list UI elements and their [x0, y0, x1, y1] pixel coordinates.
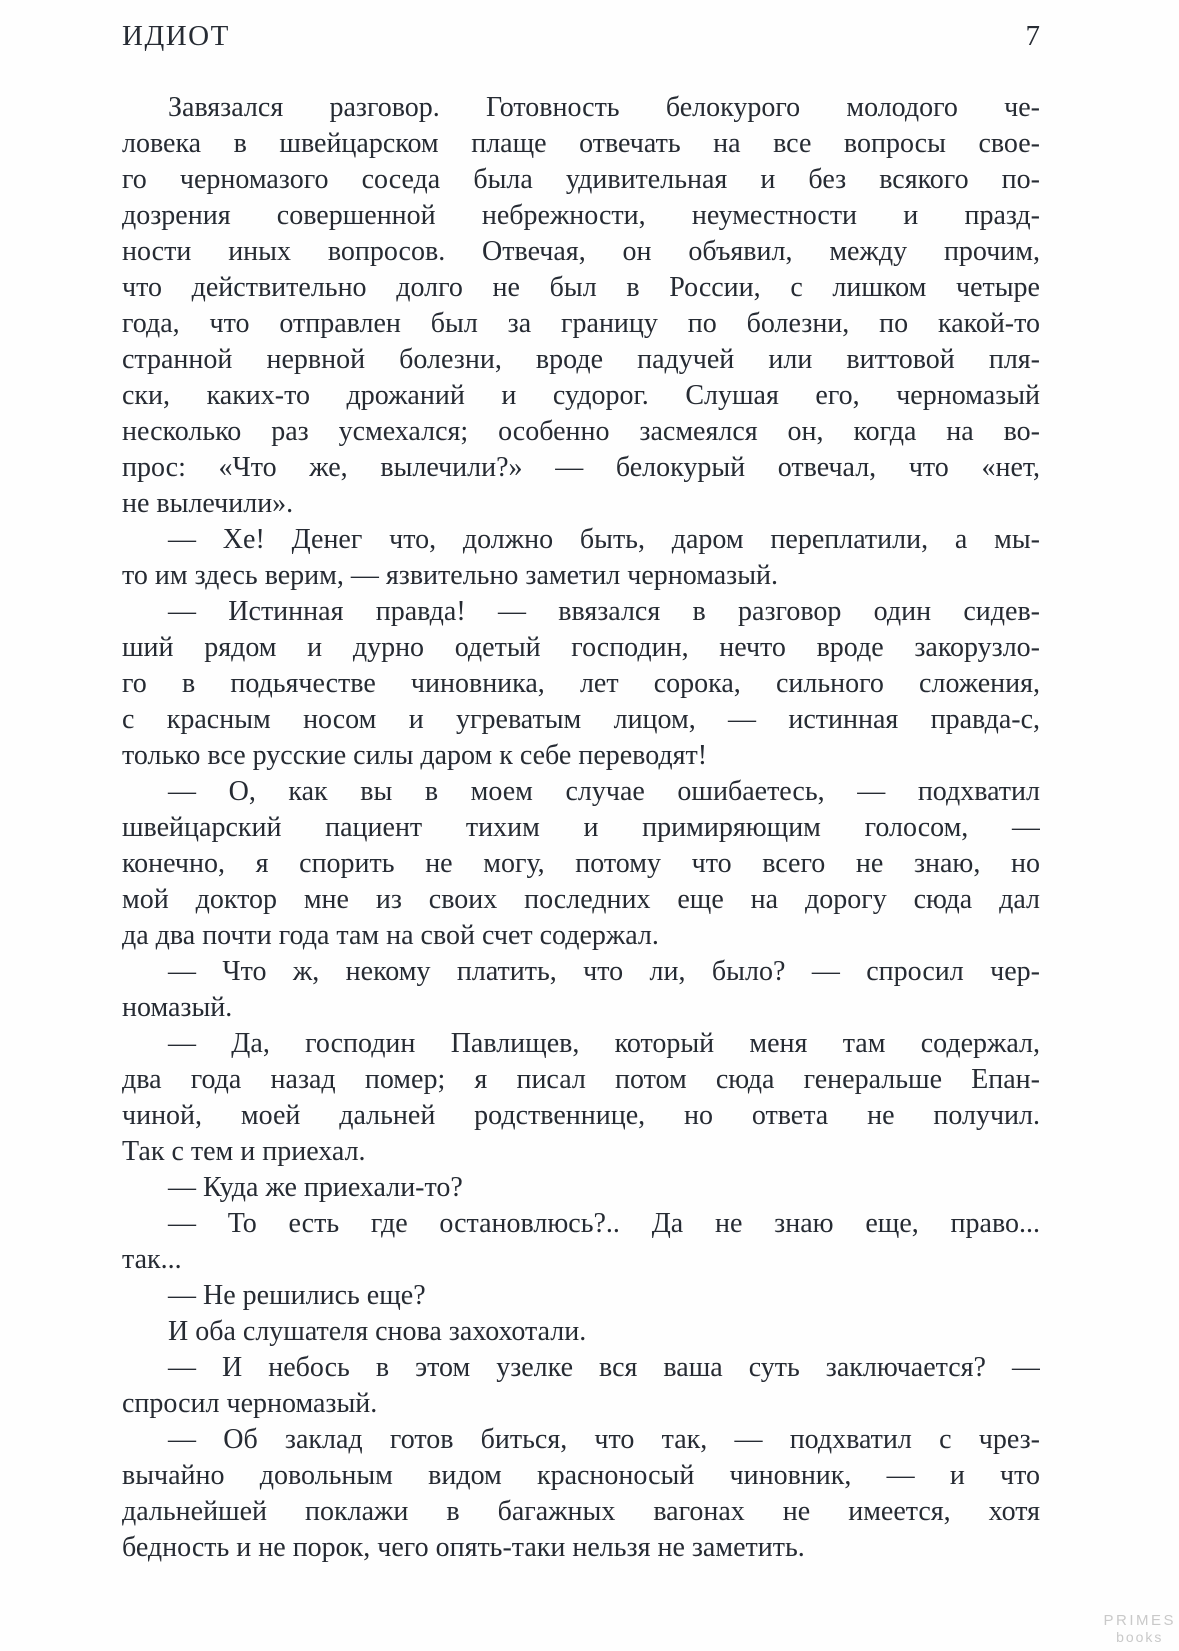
text-line: — О, как вы в моем случае ошибаетесь, — подхватил — [168, 776, 1040, 807]
text-line: дальнейшей поклажи в багажных вагонах не имеется, хотя — [122, 1496, 1040, 1527]
text-line: Завязался разговор. Готовность белокурого молодого че- — [168, 92, 1040, 123]
running-title: ИДИОТ — [122, 20, 230, 52]
text-line: два года назад помер; я писал потом сюда генеральше Епан- — [122, 1064, 1040, 1095]
text-line: — Хе! Денег что, должно быть, даром переплатили, а мы- — [168, 524, 1040, 555]
page-number: 7 — [1025, 20, 1040, 52]
text-line: не вылечили». — [122, 488, 294, 519]
watermark-primes-label: PRIMES — [1103, 1612, 1176, 1630]
text-line: — И небось в этом узелке вся ваша суть заключается? — — [168, 1352, 1040, 1383]
text-line: ности иных вопросов. Отвечая, он объявил, между прочим, — [122, 236, 1040, 267]
text-line: дозрения совершенной небрежности, неуместности и празд- — [122, 200, 1040, 231]
text-line: швейцарский пациент тихим и примиряющим голосом, — — [122, 812, 1040, 843]
page-header — [122, 20, 1040, 53]
text-line: вычайно довольным видом красноносый чиновник, — и что — [122, 1460, 1040, 1491]
text-line: ски, каких-то дрожаний и судорог. Слушая его, черномазый — [122, 380, 1040, 411]
text-line: что действительно долго не был в России, с лишком четыре — [122, 272, 1040, 303]
text-line: — Истинная правда! — ввязался в разговор один сидев- — [168, 596, 1040, 627]
text-line: — Что ж, некому платить, что ли, было? — спросил чер- — [168, 956, 1040, 987]
text-line: ловека в швейцарском плаще отвечать на все вопросы свое- — [122, 128, 1040, 159]
text-line: ший рядом и дурно одетый господин, нечто вроде закорузло- — [122, 632, 1040, 663]
text-line: конечно, я спорить не могу, потому что всего не знаю, но — [122, 848, 1040, 879]
text-line: прос: «Что же, вылечили?» — белокурый отвечал, что «нет, — [122, 452, 1040, 483]
text-line: мой доктор мне из своих последних еще на дорогу сюда дал — [122, 884, 1040, 915]
text-line: го в подьячестве чиновника, лет сорока, сильного сложения, — [122, 668, 1040, 699]
text-line: — Да, господин Павлищев, который меня там содержал, — [168, 1028, 1040, 1059]
text-line: странной нервной болезни, вроде падучей или виттовой пля- — [122, 344, 1040, 375]
text-line: только все русские силы даром к себе переводят! — [122, 740, 708, 771]
text-line: — Не решились еще? — [168, 1280, 426, 1311]
text-line: И оба слушателя снова захохотали. — [168, 1316, 587, 1347]
text-line: чиной, моей дальней родственнице, но ответа не получил. — [122, 1100, 1040, 1131]
text-line: да два почти года там на свой счет содержал. — [122, 920, 659, 951]
publisher-watermark — [1103, 1613, 1176, 1645]
text-line: с красным носом и угреватым лицом, — истинная правда-с, — [122, 704, 1040, 735]
text-line: — Куда же приехали-то? — [168, 1172, 463, 1203]
text-line: бедность и не порок, чего опять-таки нельзя не заметить. — [122, 1532, 805, 1563]
text-line: несколько раз усмехался; особенно засмеялся он, когда на во- — [122, 416, 1040, 447]
text-line: то им здесь верим, — язвительно заметил черномазый. — [122, 560, 779, 591]
body-text — [122, 90, 1040, 1566]
text-line: года, что отправлен был за границу по болезни, по какой-то — [122, 308, 1040, 339]
text-line: — Об заклад готов биться, что так, — подхватил с чрез- — [168, 1424, 1040, 1455]
text-line: Так с тем и приехал. — [122, 1136, 366, 1167]
text-line: го черномазого соседа была удивительная и без всякого по- — [122, 164, 1040, 195]
text-line: так... — [122, 1244, 182, 1275]
watermark-books-label: books — [1116, 1628, 1164, 1645]
text-line: — То есть где остановлюсь?.. Да не знаю еще, право... — [168, 1208, 1040, 1239]
text-line: номазый. — [122, 992, 233, 1023]
text-line: спросил черномазый. — [122, 1388, 378, 1419]
